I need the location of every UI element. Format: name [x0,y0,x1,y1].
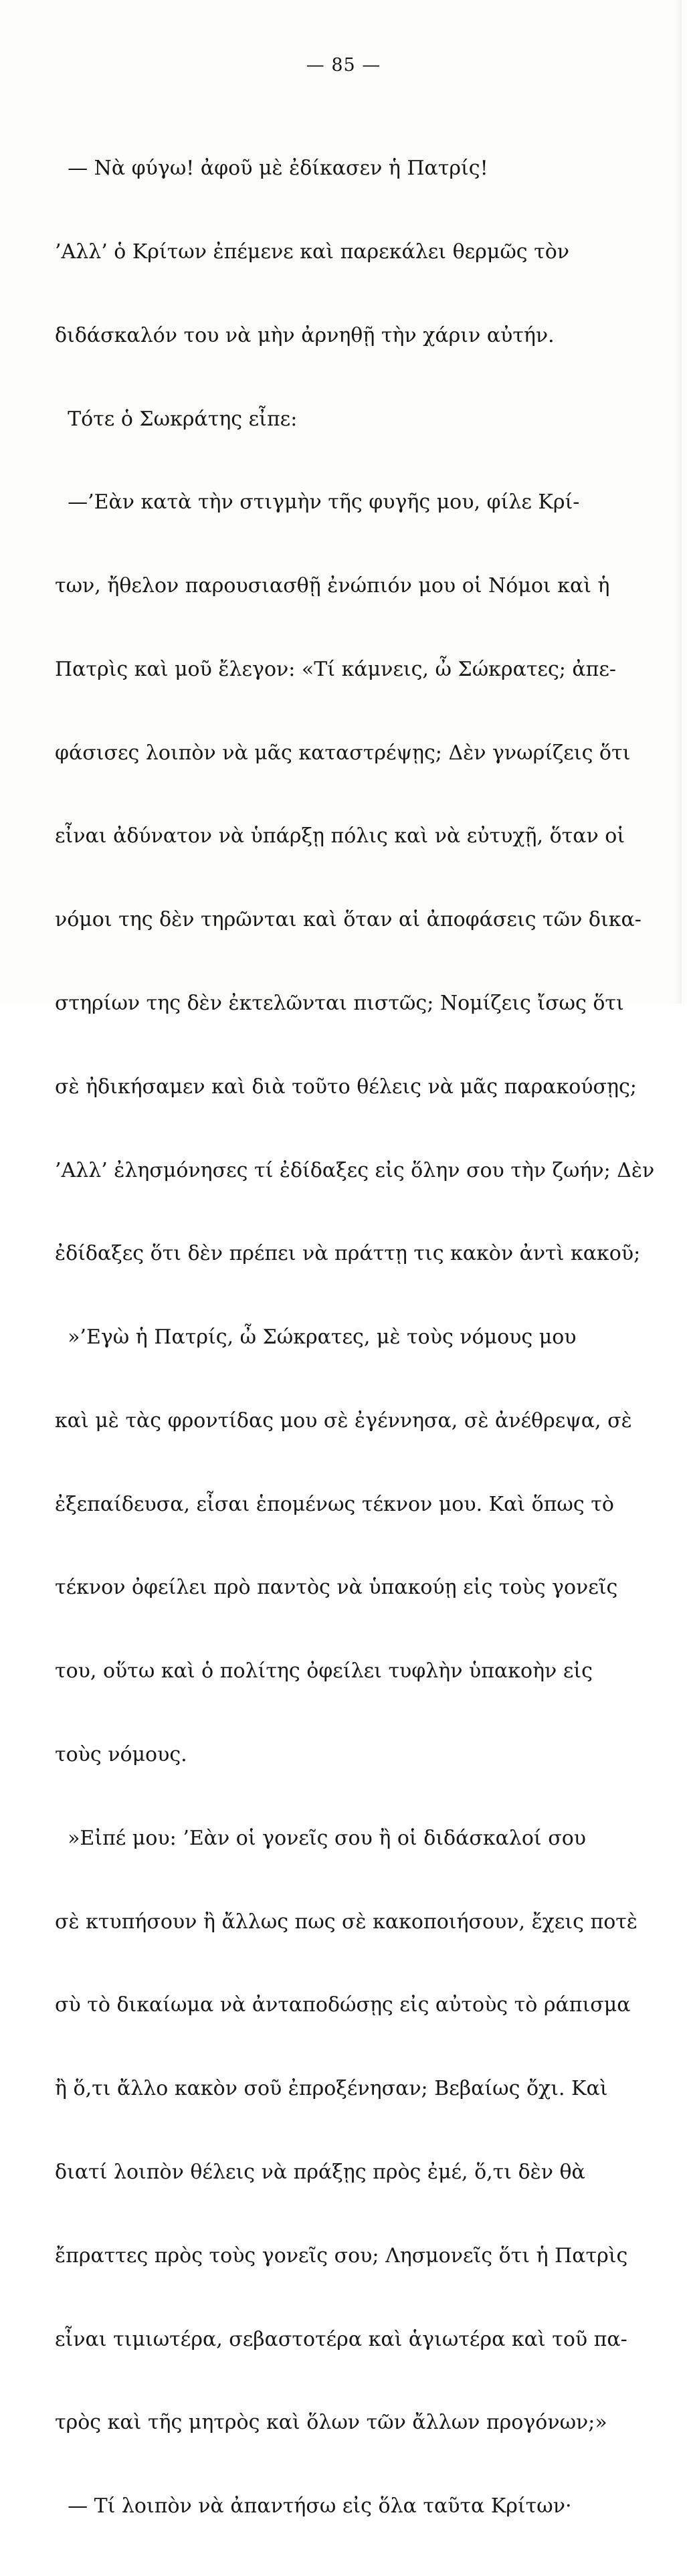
text-line: νόμοι της δὲν τηρῶνται καὶ ὅταν αἱ ἀποφάσεις τῶν δικα- [55,908,642,932]
text-line: διδάσκαλόν του νὰ μὴν ἀρνηθῇ τὴν χάριν αὐτήν. [55,323,555,347]
text-line: φάσισες λοιπὸν νὰ μᾶς καταστρέψῃς; Δὲν γνωρίζεις ὅτι [55,741,631,765]
text-line: »Εἰπέ μου: ’Εὰν οἱ γονεῖς σου ἢ οἱ διδάσκαλοί σου [55,1826,586,1850]
text-line: στηρίων της δὲν ἐκτελῶνται πιστῶς; Νομίζεις ἴσως ὅτι [55,992,624,1015]
text-line: »’Εγὼ ἡ Πατρίς, ὦ Σώκρατες, μὲ τοὺς νόμους μου [55,1325,577,1350]
text-line: ἐδίδαξες ὅτι δὲν πρέπει νὰ πράττῃ τις κακὸν ἀντὶ κακοῦ; [55,1242,641,1266]
page-number: — 85 — [306,55,381,76]
text-line: Τότε ὁ Σωκράτης εἶπε: [55,407,298,431]
text-line: ἔπραττες πρὸς τοὺς γονεῖς σου; Λησμονεῖς ὅτι ἡ Πατρὶς [55,2243,628,2268]
text-line: των, ἤθελον παρουσιασθῇ ἐνώπιόν μου οἱ Νόμοι καὶ ἡ [55,574,610,598]
text-line: ἐξεπαίδευσα, εἶσαι ἑπομένως τέκνον μου. Καὶ ὅπως τὸ [55,1492,614,1516]
text-line: ’Αλλ’ ἐλησμόνησες τί ἐδίδαξες εἰς ὅλην σου τὴν ζωήν; Δὲν [55,1158,655,1182]
text-line: —’Εὰν κατὰ τὴν στιγμὴν τῆς φυγῆς μου, φίλε Κρί- [55,490,580,515]
text-line: σὲ ἠδικήσαμεν καὶ διὰ τοῦτο θέλεις νὰ μᾶς παρακούσῃς; [55,1075,637,1099]
text-line: — Τί λοιπὸν νὰ ἀπαντήσω εἰς ὅλα ταῦτα Κρίτων· [55,2494,572,2518]
page-edge-shadow [674,0,682,1004]
body-text [55,99,655,2576]
text-line: σὺ τὸ δικαίωμα νὰ ἀνταποδώσῃς εἰς αὐτοὺς τὸ ράπισμα [55,1993,631,2017]
text-line: ’Αλλ’ ὁ Κρίτων ἐπέμενε καὶ παρεκάλει θερμῶς τὸν [55,240,570,264]
text-line: εἶναι ἀδύνατον νὰ ὑπάρξῃ πόλις καὶ νὰ εὐτυχῇ, ὅταν οἱ [55,824,625,848]
text-line: τοὺς νόμους. [55,1743,187,1767]
text-line: διατί λοιπὸν θέλεις νὰ πράξῃς πρὸς ἐμέ, ὅ,τι δὲν θὰ [55,2160,585,2184]
text-line: σὲ κτυπήσουν ἢ ἄλλως πως σὲ κακοποιήσουν, ἔχεις ποτὲ [55,1910,637,1934]
text-line: τέκνον ὀφείλει πρὸ παντὸς νὰ ὑπακούῃ εἰς τοὺς γονεῖς [55,1576,618,1600]
text-line: ἢ ὅ,τι ἄλλο κακὸν σοῦ ἐπροξένησαν; Βεβαίως ὄχι. Καὶ [55,2077,608,2101]
text-line: καὶ μὲ τὰς φροντίδας μου σὲ ἐγέννησα, σὲ ἀνέθρεψα, σὲ [55,1408,632,1433]
text-line: τρὸς καὶ τῆς μητρὸς καὶ ὅλων τῶν ἄλλων προγόνων;» [55,2411,607,2435]
text-line: του, οὕτω καὶ ὁ πολίτης ὀφείλει τυφλὴν ὑπακοὴν εἰς [55,1659,593,1683]
text-line: εἶναι τιμιωτέρα, σεβαστοτέρα καὶ ἁγιωτέρα καὶ τοῦ πα- [55,2327,627,2351]
text-line: — Νὰ φύγω! ἀφοῦ μὲ ἐδίκασεν ἡ Πατρίς! [55,157,488,181]
text-line: Πατρὶς καὶ μοῦ ἔλεγον: «Τί κάμνεις, ὦ Σώκρατες; ἀπε- [55,657,617,681]
